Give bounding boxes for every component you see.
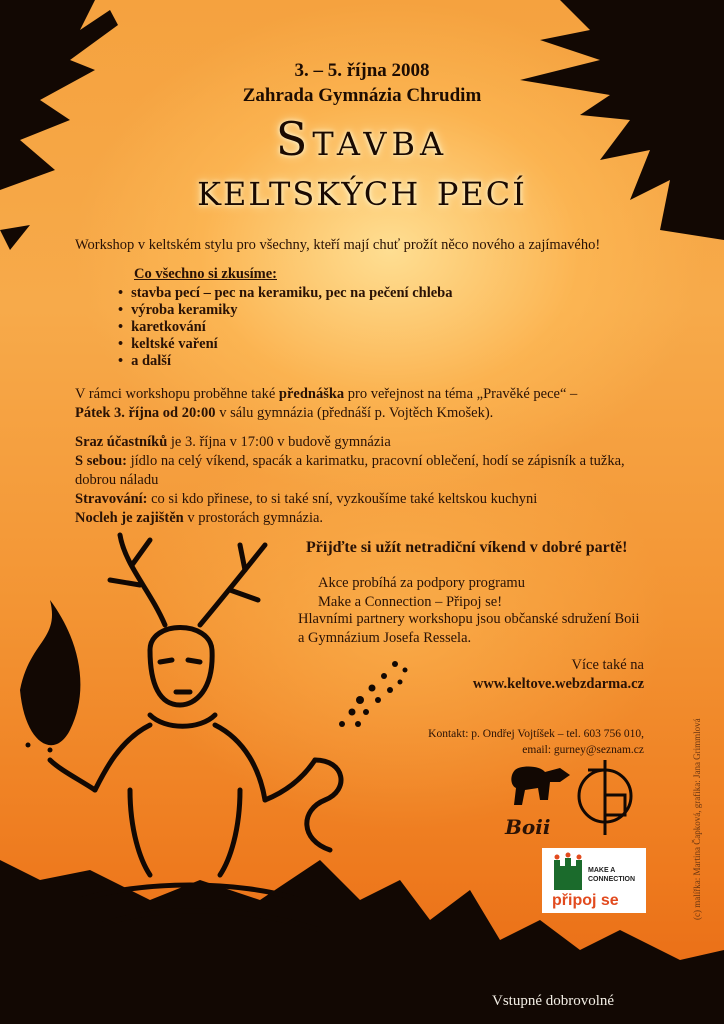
lecture-info: V rámci workshopu proběhne také přednáška pro veřejnost na téma „Pravěké pece“ – Pátek 3. října od 20:00 v sálu gymnázia (přednáší p. Vojtěch Kmošek). [75,386,578,421]
list-item: • a další [118,353,453,370]
accommodation-line: Nocleh je zajištěn v prostorách gymnázia. [75,510,324,526]
spray-dots [26,661,408,753]
partners-text: Hlavními partnery workshopu jsou občanské sdružení Boii a Gymnázium Josefa Ressela. [298,611,640,646]
entry-fee-note: Vstupné dobrovolné [492,993,615,1009]
list-item: • výroba keramiky [118,302,453,319]
list-item: • karetkování [118,319,453,336]
activities-list [118,285,453,370]
cernunnos-figure [50,535,341,930]
title-line-1: Stavba [275,112,449,166]
gjr-logo [579,760,631,835]
image-credit: (c) malířka: Martina Čapková, grafika: Jana Grimmlová [692,718,702,920]
food-line: Stravování: co si kdo přinese, to si také sní, vyzkoušíme také keltskou kuchyni [75,491,538,507]
make-a-connection-logo [542,848,646,913]
web-link-1[interactable]: www.keltove.webzdarma.cz [472,676,644,692]
flame-left [20,600,80,745]
invitation-headline: Přijďte si užít netradiční víkend v dobré partě! [306,539,628,556]
activities-heading: Co všechno si zkusíme: [134,266,277,282]
contact-info: Kontakt: p. Ondřej Vojtíšek – tel. 603 756 010, email: gurney@seznam.cz [428,728,644,756]
event-date: 3. – 5. října 2008 [294,60,430,81]
intro-text: Workshop v keltském stylu pro všechny, kteří mají chuť prožít něco nového a zajímavého! [75,237,601,253]
support-text: Akce probíhá za podpory programu Make a Connection – Připoj se! [318,575,525,610]
pripoj-se-label: připoj se [552,892,619,909]
event-venue: Zahrada Gymnázia Chrudim [242,85,482,106]
castle-icon [548,852,588,892]
make-a-connection-label: MAKE A CONNECTION [588,867,636,883]
practical-info [75,433,655,528]
title-line-2: keltských pecí [197,162,527,216]
list-item: • stavba pecí – pec na keramiku, pec na pečení chleba [118,285,453,302]
bring-line: S sebou: jídlo na celý víkend, spacák a karimatku, pracovní oblečení, hodí se zápisník a tužka, dobrou náladu [75,453,625,488]
list-item: • keltské vaření [118,336,453,353]
boii-horse-logo [511,766,570,805]
boii-logo-text: Boii [505,815,551,839]
web-links: Více také na www.keltove.webzdarma.cz [472,657,644,692]
meeting-line: Sraz účastníků je 3. října v 17:00 v budově gymnázia [75,434,391,450]
